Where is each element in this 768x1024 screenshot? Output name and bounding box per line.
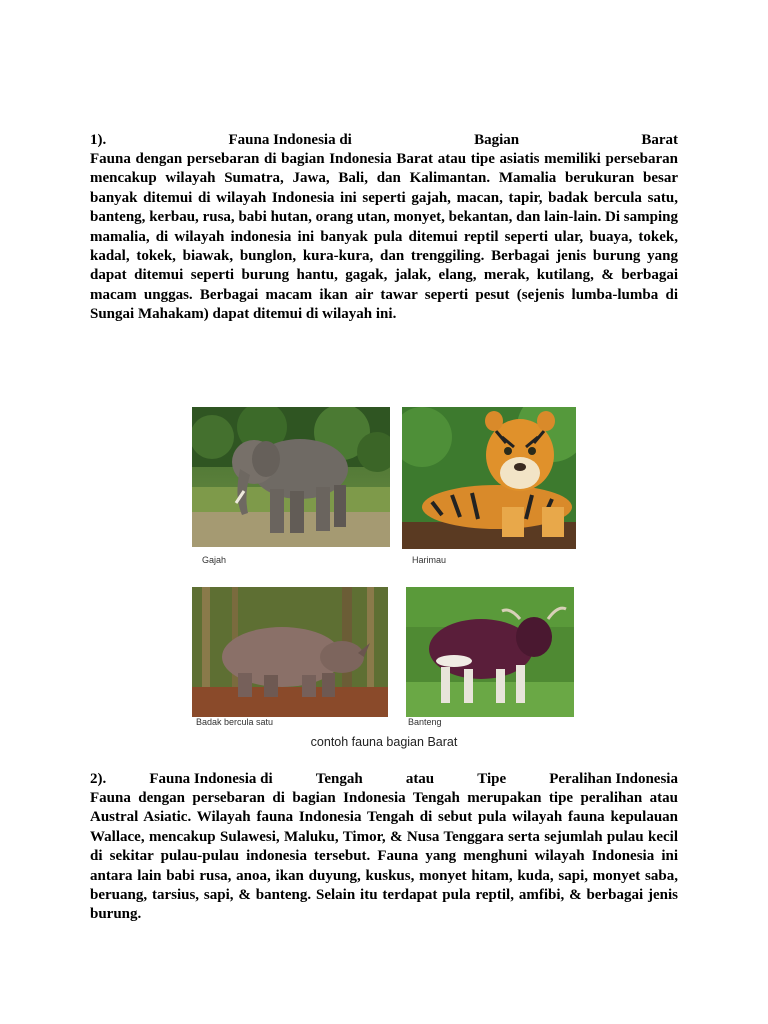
rhino-photo — [192, 587, 388, 717]
photo-label-harimau: Harimau — [412, 555, 447, 565]
fauna-figure — [190, 405, 578, 755]
figure-caption: contoh fauna bagian Barat — [310, 735, 458, 749]
elephant-photo — [192, 407, 390, 547]
section-1-number: 1). — [90, 132, 107, 148]
section-2-title-part: Peralihan Indonesia — [549, 771, 678, 787]
section-2-body: Fauna dengan persebaran di bagian Indonesia Tengah merupakan tipe peralihan atau Austral Asiatic. Wilayah fauna Indonesia Tengah di sebut pula wilayah fauna kepulauan Wallace, mencakup Sulawesi, Maluku, Timor, & Nusa Tenggara serta sejumlah pulau kecil di sekitar pulau-pulau indonesia tersebut. Fauna yang menghuni wilayah Indonesia ini antara lain babi rusa, anoa, ikan duyung, kuskus, monyet hitam, kuda, sapi, monyet saba, beruang, tarsius, sapi, & banteng. Selain itu terdapat pula reptil, amfibi, & berbagai jenis burung. — [90, 790, 678, 923]
section-1-body: Fauna dengan persebaran di bagian Indonesia Barat atau tipe asiatis memiliki persebaran mencakup wilayah Sumatra, Jawa, Bali, dan Kalimantan. Mamalia berukuran besar banyak ditemui di wilayah Indonesia ini seperti gajah, macan, tapir, badak bercula satu, banteng, kerbau, rusa, babi hutan, orang utan, monyet, bekantan, dan lain-lain. Di samping mamalia, di wilayah indonesia ini banyak pula ditemui reptil seperti ular, buaya, tokek, kadal, tokek, biawak, bunglon, kura-kura, dan trenggiling. Berbagai jenis burung yang dapat ditemui seperti burung hantu, gagak, jalak, elang, merak, kutilang, & berbagai macam unggas. Berbagai macam ikan air tawar seperti pesut (sejenis lumba-lumba di Sungai Mahakam) dapat ditemui di wilayah ini. — [90, 151, 678, 323]
section-1-title-part: Bagian — [474, 132, 520, 148]
section-2-number: 2). — [90, 771, 107, 787]
section-1-title-part: Fauna Indonesia di — [228, 132, 352, 148]
section-2-title-part: Fauna Indonesia di — [149, 771, 273, 787]
photo-label-gajah: Gajah — [202, 555, 227, 565]
section-2-title-part: atau — [405, 771, 435, 787]
section-2-title-part: Tengah — [315, 771, 363, 787]
section-2-title-part: Tipe — [477, 771, 507, 787]
photo-label-badak: Badak bercula satu — [196, 717, 274, 727]
section-1-heading — [90, 130, 678, 150]
banteng-photo — [406, 587, 574, 717]
tiger-photo — [402, 407, 576, 549]
photo-label-banteng: Banteng — [408, 717, 442, 727]
section-1-title-part: Barat — [641, 132, 678, 148]
section-2-heading — [90, 769, 678, 789]
